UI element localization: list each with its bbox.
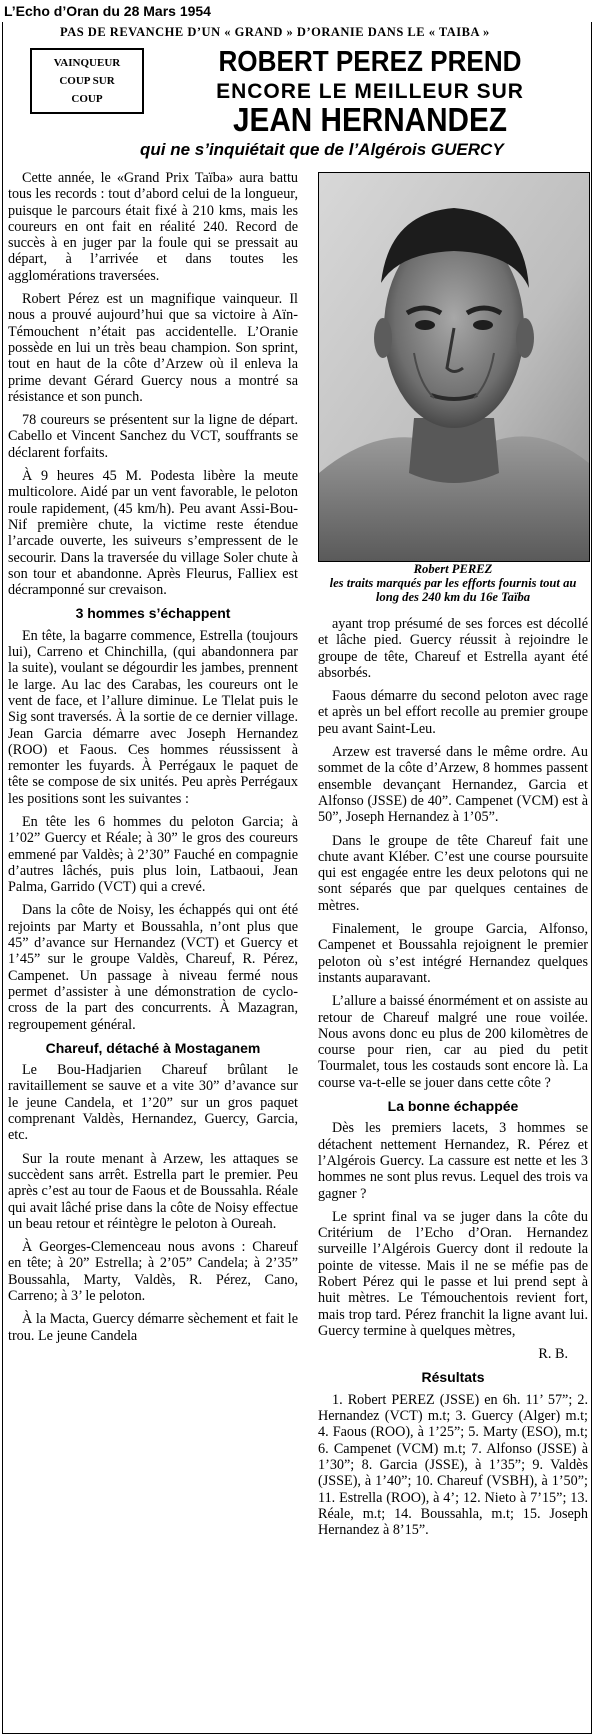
article-paragraph: À la Macta, Guercy démarre sèchement et fait le trou. Le jeune Candela xyxy=(8,1311,298,1344)
article-paragraph: ayant trop présumé de ses forces est décollé et lâche pied. Guercy réussit à rejoindre le groupe de tête, Chareuf et Estrella ayant été absorbés. xyxy=(318,616,588,681)
photo-caption xyxy=(318,562,588,604)
badge-line-2: COUP SUR xyxy=(59,75,115,87)
article-paragraph: L’allure a baissé énormément et on assiste au retour de Chareuf malgré une roue voilée. Nous avons donc eu plus de 200 kilomètres de course pour rien, car au pied du petit Tourmalet, tous les costauds sont encore là. La course va-t-elle se jouer dans cette côte ? xyxy=(318,993,588,1091)
article-paragraph: À 9 heures 45 M. Podesta libère la meute multicolore. Aidé par un vent favorable, le peloton roule rapidement, (45 km/h). Peu avant Assi-Bou-Nif première chute, la victime reste étendue l’arcade ouverte, les suiveurs s’empressent de le secourir. Dans la traversée du village Soler chute à son tour et abandonne. Après Fleurus, Falliex est décramponné sur crevaison. xyxy=(8,468,298,599)
dateline: L’Echo d’Oran du 28 Mars 1954 xyxy=(4,3,211,19)
article-paragraph: 78 coureurs se présentent sur la ligne de départ. Cabello et Vincent Sanchez du VCT, souffrants se déclarent forfaits. xyxy=(8,412,298,461)
article-paragraph: Arzew est traversé dans le même ordre. Au sommet de la côte d’Arzew, 8 hommes passent ensemble devançant Hernandez, Garcia et Alfonso (JSSE) de 40”. Campenet (VCM) est à 50”, Joseph Hernandez à 1’05”. xyxy=(318,744,588,826)
badge-line-3: COUP xyxy=(71,93,103,105)
caption-text: les traits marqués par les efforts fournis tout au long des 240 km du 16e Taïba xyxy=(329,576,577,604)
article-paragraph: Sur la route menant à Arzew, les attaques se succèdent sans arrêt. Estrella part le premier. Peu après c’est au tour de Faous et de Boussahla. Réale qui avait lâché prise dans la côte de Noisy effectue un beau retour et réintègre le peloton à Oureah. xyxy=(8,1150,298,1232)
caption-name: Robert PEREZ xyxy=(413,562,493,576)
article-paragraph: Cette année, le «Grand Prix Taïba» aura battu tous les records : tout d’abord celui de la longueur, puisque le parcours était fixé à 210 kms, mais les coureurs en ont fait en réalité 240. Record de succès à en juger par la foule qui se pressait au départ, à l’arrivée et dans toutes les agglomérations traversées. xyxy=(8,170,298,284)
article-paragraph: Le sprint final va se juger dans la côte du Critérium de l’Echo d’Oran. Hernandez surveille l’Algérois Guercy dont il redoute la pointe de vitesse. Mais il ne se méfie pas de Robert Pérez qui le passe et lui prend sept à huit mètres. Le Témouchentois revient fort, mais trop tard. Pérez franchit la ligne avant lui. Guercy termine à quelques mètres, xyxy=(318,1208,588,1339)
cyclist-portrait-photo xyxy=(318,172,590,562)
author-signature: R. B. xyxy=(538,1346,568,1363)
headline-line-1: ROBERT PEREZ PREND xyxy=(218,46,522,78)
article-paragraph: 1. Robert PEREZ (JSSE) en 6h. 11’ 57”; 2. Hernandez (VCT) m.t; 3. Guercy (Alger) m.t; 4. Faous (ROO), à 1’25”; 5. Marty (ESO), m.t; 6. Campenet (VCM) m.t; 7. Alfonso (JSSE) à 1’30”; 8. Garcia (JSSE), à 1’35”; 9. Valdès (JSSE), à 1’40”; 10. Chareuf (VSBH), à 1’50”; 11. Estrella (ROO), à 4’; 12. Nieto à 7’15”; 13. Réale, m.t; 14. Boussahla, m.t; 15. Joseph Hernandez à 8’15”. xyxy=(318,1391,588,1539)
section-heading: La bonne échappée xyxy=(387,1098,519,1115)
left-column xyxy=(8,170,298,1730)
article-paragraph: Le Bou-Hadjarien Chareuf brûlant le ravitaillement se sauve et a vite 30” d’avance sur le jeune Candela, et 1’20” sur un gros paquet comprenant Valdès, Hernandez, Guercy, Garcia, etc. xyxy=(8,1062,298,1144)
article-paragraph: Dans le groupe de tête Chareuf fait une chute avant Kléber. C’est une course poursuite qui est engagée entre les deux pelotons qui ne sont séparés que par quelques centaines de mètres. xyxy=(318,832,588,914)
section-heading: Résultats xyxy=(421,1369,485,1386)
badge-line-1: VAINQUEUR xyxy=(53,57,121,69)
section-heading: 3 hommes s’échappent xyxy=(75,605,231,622)
article-paragraph: En tête, la bagarre commence, Estrella (toujours lui), Carreno et Chinchilla, (qui abandonnera par la suite), voulant se dégourdir les jambes, prennent le large. Au lac des Carabas, les coureurs ont le vent de face, et l’allure diminue. Le Tlelat puis le Sig sont traversés. À la sortie de ce dernier village. Jean Garcia démarre avec Joseph Hernandez (ROO) et Faous. Ces hommes réussissent à remonter les fuyards. À Perrégaux le paquet de tête se compose de six unités. Peu après Perrégaux les positions sont les suivantes : xyxy=(8,627,298,807)
right-column xyxy=(318,616,588,1726)
article-paragraph: En tête les 6 hommes du peloton Garcia; à 1’02” Guercy et Réale; à 30” le gros des coureurs emmené par Valdès; à 2’30” Fauché en compagnie d’autres lâchés, puis plus loin, Latbaoui, Jean Palma, Garrido (VCT) qui a crevé. xyxy=(8,813,298,896)
article-paragraph: Dès les premiers lacets, 3 hommes se détachent nettement Hernandez, R. Pérez et l’Algérois Guercy. La cassure est nette et les 3 hommes ne sont plus revus. Lequel des trois va gagner ? xyxy=(318,1120,588,1202)
article-paragraph: À Georges-Clemenceau nous avons : Chareuf en tête; à 20” Estrella; à 2’05” Candela; à 2’35” Boussahla, Marty, Valdès, R. Pérez, Cano, Carreno; à 3’ le peloton. xyxy=(8,1239,298,1304)
article-paragraph: Dans la côte de Noisy, les échappés qui ont été rejoints par Marty et Boussahla, n’ont plus que 45” d’avance sur Hernandez (VCT) et Guercy et 1’45” sur le groupe Valdès, Chareuf, R. Pérez, Campenet. Un passage à niveau fermé nous permet d’assister à une démonstration de cyclo-cross de la part des concurrents. À Mazagran, regroupement général. xyxy=(8,902,298,1033)
headline-line-3: JEAN HERNANDEZ xyxy=(233,101,507,138)
portrait-image xyxy=(319,173,589,561)
section-heading: Chareuf, détaché à Mostaganem xyxy=(45,1039,261,1056)
headline-line-2: ENCORE LE MEILLEUR SUR xyxy=(216,80,524,103)
article-paragraph: Robert Pérez est un magnifique vainqueur. Il nous a prouvé aujourd’hui que sa victoire à Aïn-Témouchent n’était pas accidentelle. L’Oranie possède en lui un très beau champion. Son sprint, tout en haut de la côte d’Arzew où il enleva la prime devant Gérard Guercy nous a montré sa résistance et son punch. xyxy=(8,291,298,405)
subheadline: qui ne s’inquiétait que de l’Algérois GUERCY xyxy=(140,140,504,159)
article-paragraph: Faous démarre du second peloton avec rage et après un bel effort recolle au premier groupe peu avant Saint-Leu. xyxy=(318,688,588,737)
kicker-headline: PAS DE REVANCHE D’UN « GRAND » D’ORANIE DANS LE « TAIBA » xyxy=(60,25,490,39)
article-paragraph: Finalement, le groupe Garcia, Alfonso, Campenet et Boussahla rejoignent le premier peloton où s’est intégré Hernandez quelques instants auparavant. xyxy=(318,921,588,986)
winner-badge xyxy=(30,48,144,114)
